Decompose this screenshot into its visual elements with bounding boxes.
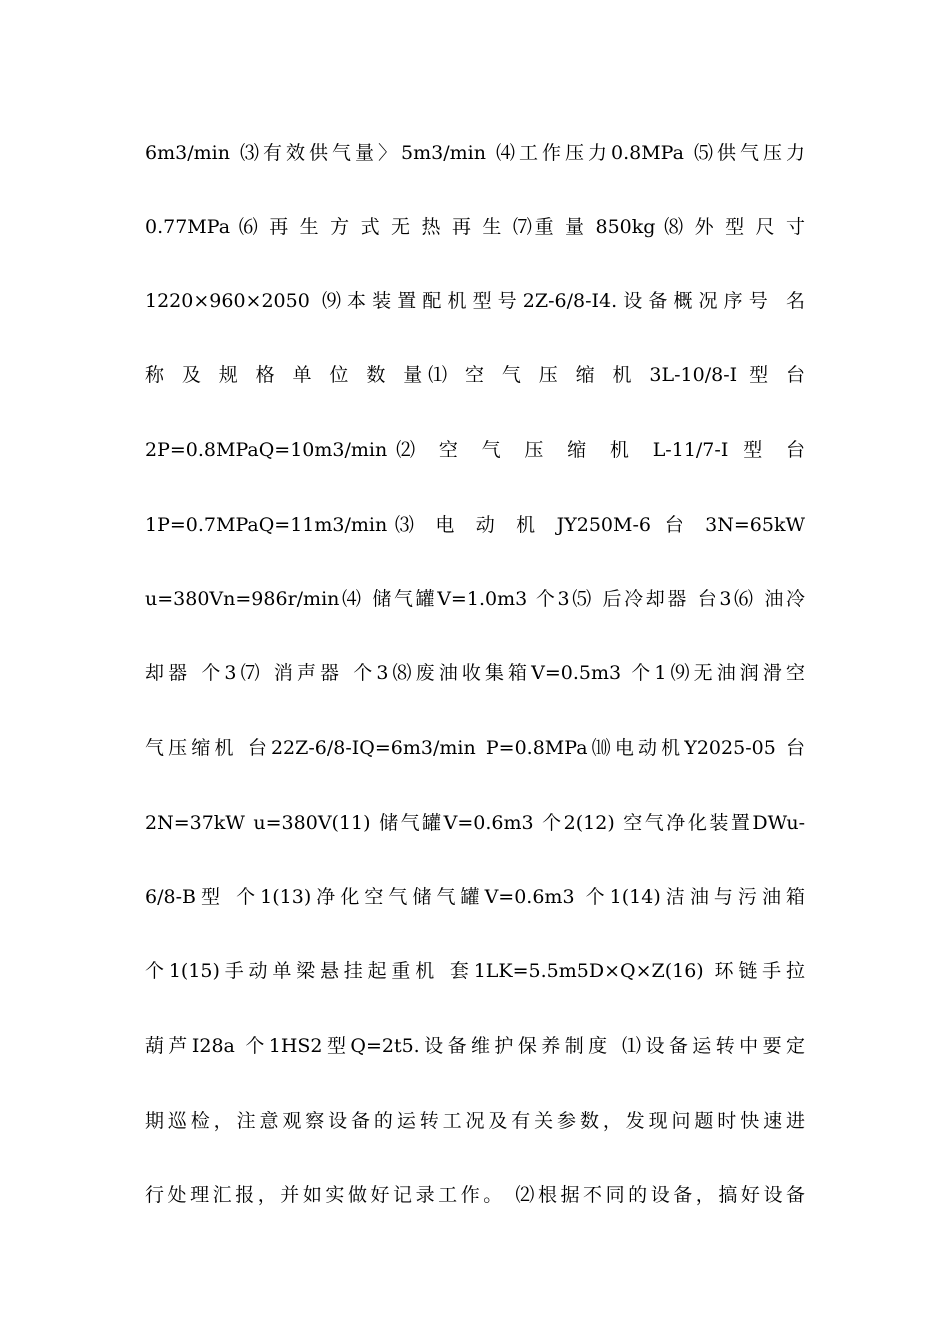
- text-line: 1P=0.7MPaQ=11m3/min⑶ 电 动 机 JY250M-6 台 3N=65kW: [145, 514, 805, 536]
- text-line: 2N=37kW u=380V(11) 储气罐V=0.6m3 个2(12) 空气净化装置DWu-: [145, 812, 805, 834]
- text-line: 6/8-B型 个1(13)净化空气储气罐V=0.6m3 个1(14)洁油与污油箱: [145, 886, 805, 908]
- text-line: 葫芦I28a 个1HS2型Q=2t5.设备维护保养制度 ⑴设备运转中要定: [145, 1035, 805, 1057]
- text-line: 个1(15)手动单梁悬挂起重机 套1LK=5.5m5D×Q×Z(16) 环链手拉: [145, 960, 805, 982]
- text-line: 1220×960×2050 ⑼本装置配机型号2Z-6/8-I4.设备概况序号 名: [145, 290, 805, 312]
- text-line: 气压缩机 台22Z-6/8-IQ=6m3/min P=0.8MPa⑽电动机Y2025-05 台: [145, 737, 805, 759]
- text-line: 2P=0.8MPaQ=10m3/min⑵ 空 气 压 缩 机 L-11/7-I 型 台: [145, 439, 805, 461]
- text-line: 却器 个3⑺ 消声器 个3⑻废油收集箱V=0.5m3 个1⑼无油润滑空: [145, 662, 805, 684]
- text-line: 6m3/min ⑶有效供气量〉5m3/min ⑷工作压力0.8MPa ⑸供气压力: [145, 142, 805, 164]
- text-line: 称 及 规 格 单 位 数 量⑴ 空 气 压 缩 机 3L-10/8-I 型 台: [145, 364, 805, 386]
- text-line: 期巡检，注意观察设备的运转工况及有关参数，发现问题时快速进: [145, 1110, 805, 1132]
- text-line: 行处理汇报，并如实做好记录工作。 ⑵根据不同的设备，搞好设备: [145, 1184, 805, 1206]
- text-line: u=380Vn=986r/min⑷ 储气罐V=1.0m3 个3⑸ 后冷却器 台3⑹ 油冷: [145, 588, 805, 610]
- text-line: 0.77MPa ⑹ 再 生 方 式 无 热 再 生 ⑺重 量 850kg ⑻ 外 型 尺 寸: [145, 216, 805, 238]
